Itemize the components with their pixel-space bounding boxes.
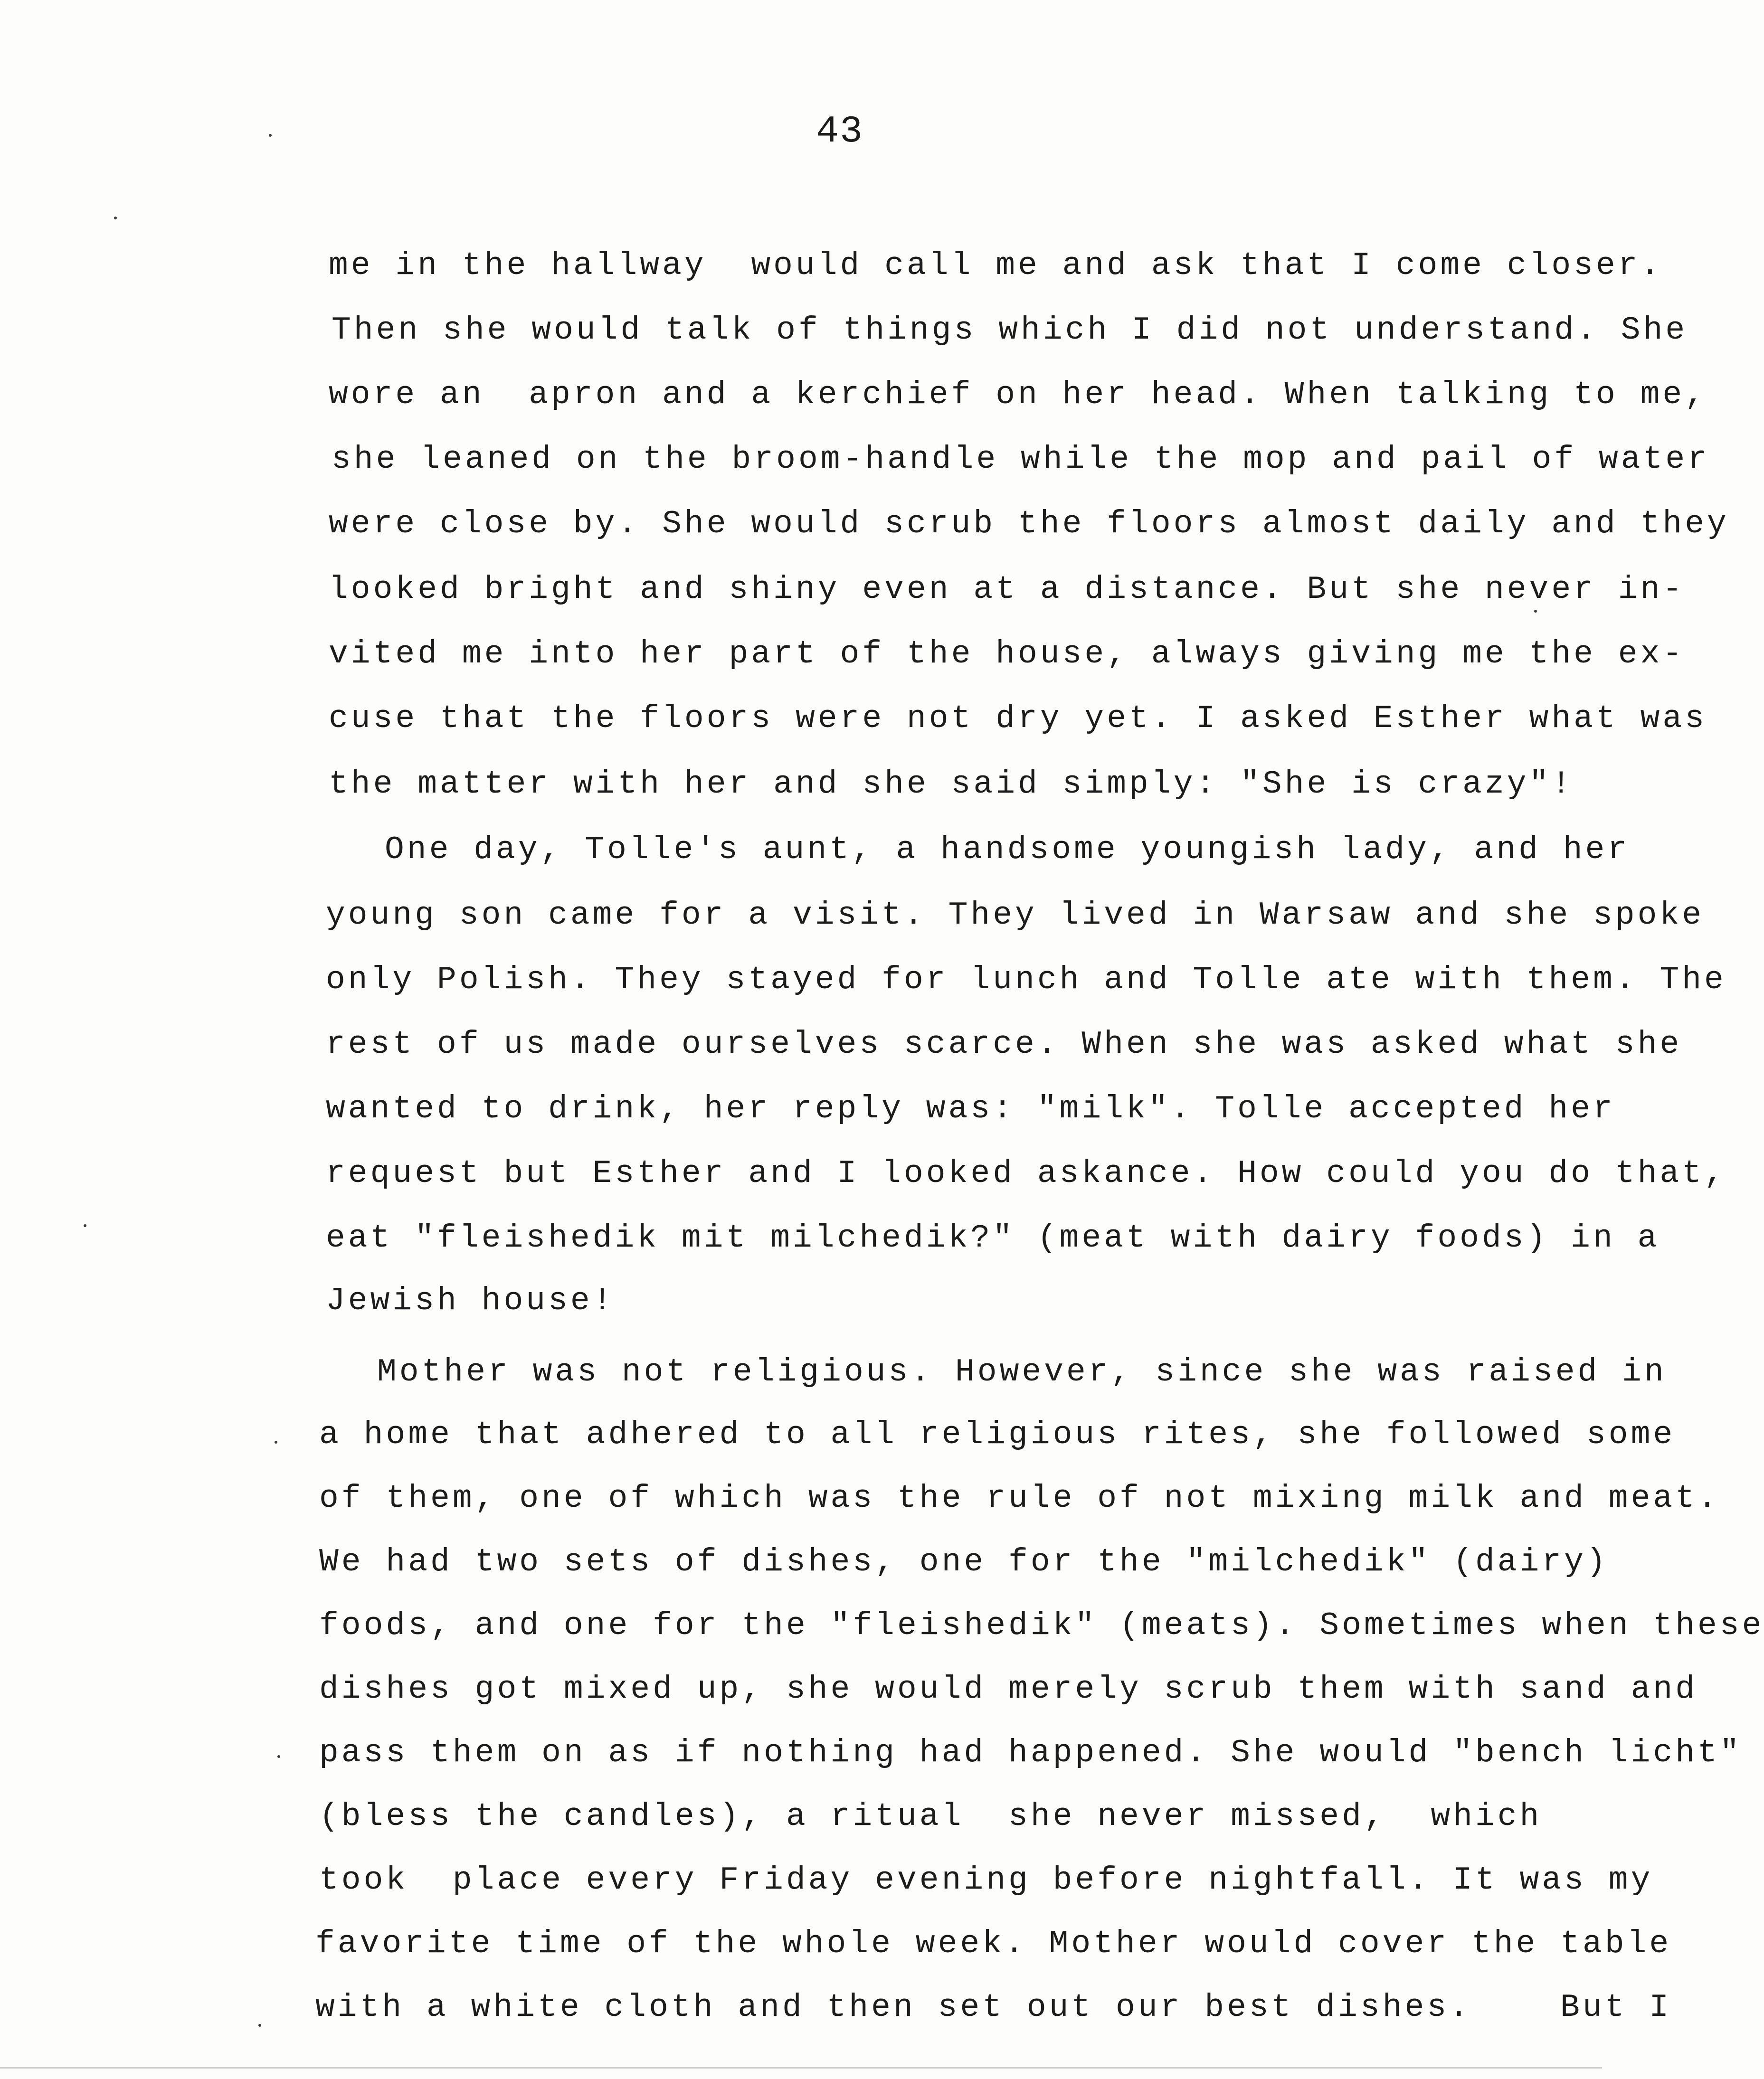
text-line: foods, and one for the "fleishedik" (meats). Sometimes when these: [319, 1607, 1764, 1644]
text-line: favorite time of the whole week. Mother would cover the table: [315, 1926, 1672, 1962]
text-line: young son came for a visit. They lived in Warsaw and she spoke: [326, 897, 1705, 934]
text-line: me in the hallway would call me and ask that I come closer.: [329, 247, 1663, 284]
text-line: only Polish. They stayed for lunch and Tolle ate with them. The: [326, 962, 1726, 998]
text-line: Then she would talk of things which I did not understand. She: [332, 312, 1688, 349]
text-line: request but Esther and I looked askance. How could you do that,: [326, 1155, 1726, 1192]
text-line: the matter with her and she said simply: "She is crazy"!: [329, 766, 1574, 803]
text-line: We had two sets of dishes, one for the "milchedik" (dairy): [319, 1544, 1609, 1580]
text-line: were close by. She would scrub the floors almost daily and they: [329, 506, 1729, 542]
scan-speck: [84, 1224, 86, 1227]
text-line: cuse that the floors were not dry yet. I asked Esther what was: [329, 700, 1707, 737]
text-line: took place every Friday evening before nightfall. It was my: [319, 1862, 1653, 1899]
page-number: 43: [816, 110, 864, 153]
text-line: she leaned on the broom-handle while the mop and pail of water: [332, 441, 1710, 478]
text-line: of them, one of which was the rule of not mixing milk and meat.: [319, 1480, 1720, 1517]
text-line: wore an apron and a kerchief on her head. When talking to me,: [329, 377, 1707, 413]
text-line: Mother was not religious. However, since she was raised in: [377, 1354, 1667, 1390]
text-line: Jewish house!: [326, 1283, 615, 1319]
scan-speck: [275, 1441, 277, 1444]
scan-edge: [0, 2067, 1602, 2069]
text-line: dishes got mixed up, she would merely scrub them with sand and: [319, 1671, 1698, 1708]
text-line: wanted to drink, her reply was: "milk". Tolle accepted her: [326, 1091, 1615, 1127]
text-line: rest of us made ourselves scarce. When she was asked what she: [326, 1026, 1682, 1063]
text-line: pass them on as if nothing had happened. She would "bench licht": [319, 1735, 1742, 1771]
text-line: One day, Tolle's aunt, a handsome youngish lady, and her: [385, 832, 1630, 868]
scan-speck: [277, 1755, 280, 1758]
scan-speck: [114, 217, 117, 219]
text-line: looked bright and shiny even at a distance. But she never in-: [329, 571, 1685, 608]
scan-speck: [1534, 610, 1537, 613]
text-line: eat "fleishedik mit milchedik?" (meat with dairy foods) in a: [326, 1220, 1660, 1257]
text-line: with a white cloth and then set out our best dishes. But I: [315, 1989, 1672, 2026]
text-line: (bless the candles), a ritual she never missed, which: [319, 1798, 1542, 1835]
text-line: a home that adhered to all religious rites, she followed some: [319, 1417, 1676, 1453]
scan-speck: [269, 134, 272, 137]
text-line: vited me into her part of the house, always giving me the ex-: [329, 636, 1685, 672]
scan-speck: [258, 2024, 261, 2027]
